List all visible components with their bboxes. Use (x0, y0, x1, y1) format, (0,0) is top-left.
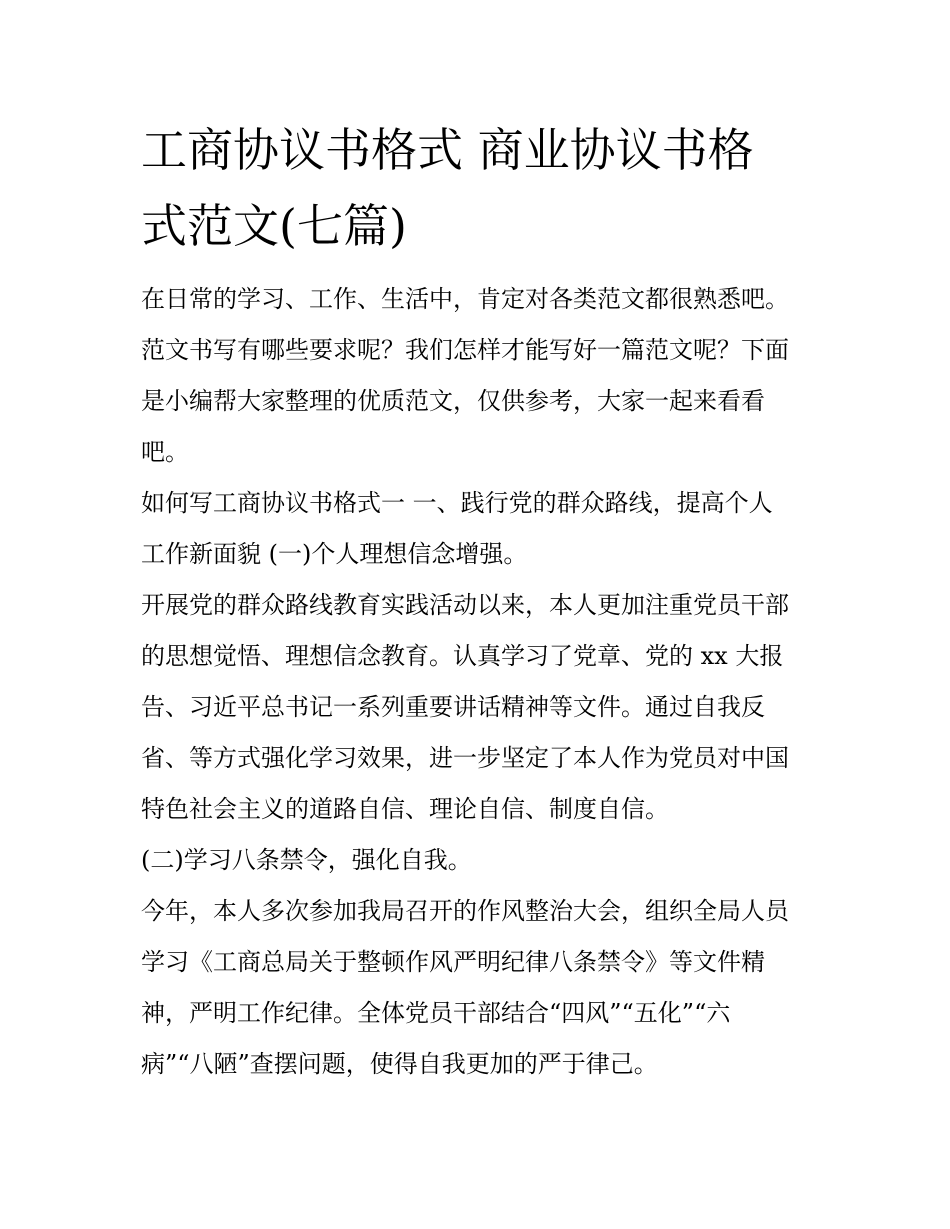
document-title (141, 112, 821, 264)
intro-paragraph (141, 274, 821, 478)
text-line: 今年，本人多次参加我局召开的作风整治大会，组织全局人员 (141, 897, 789, 925)
subheading-paragraph (141, 835, 821, 886)
text-line: (二)学习八条禁令，强化自我。 (141, 846, 472, 874)
text-line: 是小编帮大家整理的优质范文，仅供参考，大家一起来看看 (141, 387, 765, 415)
text-line: 省、等方式强化学习效果，进一步坚定了本人作为党员对中国 (141, 744, 789, 772)
body-paragraph (141, 580, 821, 835)
title-line: 工商协议书格式 商业协议书格 (141, 123, 754, 177)
text-line: 神，严明工作纪律。全体党员干部结合“四风”“五化”“六 (141, 999, 731, 1027)
text-line: 在日常的学习、工作、生活中，肯定对各类范文都很熟悉吧。 (141, 285, 789, 313)
text-line: 学习《工商总局关于整顿作风严明纪律八条禁令》等文件精 (141, 948, 765, 976)
title-line: 式范文(七篇) (141, 199, 407, 253)
text-line: 范文书写有哪些要求呢？我们怎样才能写好一篇范文呢？下面 (141, 336, 789, 364)
text-line: 开展党的群众路线教育实践活动以来，本人更加注重党员干部 (141, 591, 789, 619)
body-paragraph (141, 886, 821, 1090)
text-line: 病”“八陋”查摆问题，使得自我更加的严于律己。 (141, 1050, 658, 1078)
text-line: 告、习近平总书记一系列重要讲话精神等文件。通过自我反 (141, 693, 765, 721)
section-heading-paragraph (141, 478, 821, 580)
text-line: 吧。 (141, 438, 189, 466)
document-body (141, 112, 821, 1090)
text-line: 如何写工商协议书格式一 一、践行党的群众路线，提高个人 (141, 489, 773, 517)
text-line: 特色社会主义的道路自信、理论自信、制度自信。 (141, 795, 669, 823)
text-line: 工作新面貌 (一)个人理想信念增强。 (141, 540, 528, 568)
text-line: 的思想觉悟、理想信念教育。认真学习了党章、党的 xx 大报 (141, 642, 784, 670)
